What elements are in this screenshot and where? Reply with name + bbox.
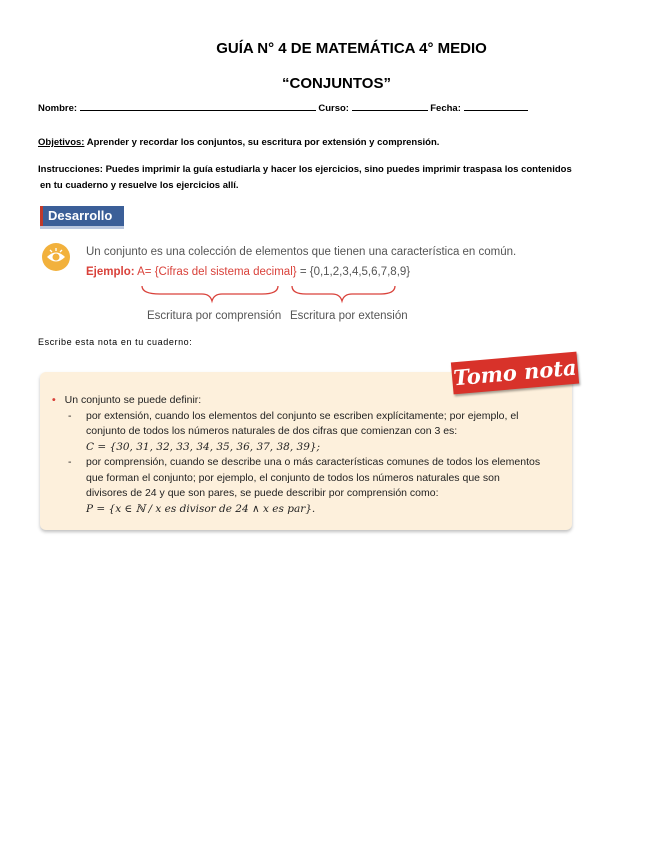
extension-label: Escritura por extensión [290, 310, 408, 322]
name-label: Nombre: [38, 103, 78, 114]
extension-brace [292, 286, 395, 301]
objectives [38, 137, 439, 148]
eye-icon [42, 243, 70, 271]
instructions-line-2: en tu cuaderno y resuelve los ejercicios allí. [40, 180, 239, 191]
list-item [68, 455, 562, 517]
item2-line1: por comprensión, cuando se describe una o más características comunes de todos los elementos [86, 456, 541, 468]
item1-set: C = {30, 31, 32, 33, 34, 35, 36, 37, 38, 39}; [86, 440, 321, 453]
name-field[interactable] [80, 101, 316, 111]
dash-marker: - [68, 409, 72, 422]
tomo-nota-content [52, 393, 562, 517]
example-rhs: {0,1,2,3,4,5,6,7,8,9} [309, 266, 411, 278]
item1-line2: conjunto de todos los números naturales de dos cifras que comienzan con 3 es: [86, 425, 458, 437]
bullet-main-text: Un conjunto se puede definir: [64, 394, 202, 406]
bullet-main [52, 393, 562, 409]
example-lhs: A= {Cifras del sistema decimal} [137, 266, 297, 278]
comprehension-label: Escritura por comprensión [147, 310, 282, 322]
item2-set: P = {x ∈ ℕ / x es divisor de 24 ∧ x es par}. [86, 502, 316, 515]
item1-line1: por extensión, cuando los elementos del conjunto se escriben explícitamente; por ejemplo, el [86, 409, 519, 422]
item2-line3: divisores de 24 y que son pares, se puede describir por comprensión como: [86, 487, 439, 499]
note-instruction: Escribe esta nota en tu cuaderno: [38, 337, 193, 347]
objectives-label: Objetivos: [38, 137, 85, 148]
desarrollo-badge: Desarrollo [40, 206, 124, 226]
instructions [38, 162, 628, 194]
course-field[interactable] [352, 101, 428, 111]
comprehension-brace [142, 286, 278, 301]
date-label: Fecha: [430, 103, 461, 114]
bullet-dot: • [52, 394, 56, 406]
page-title: GUÍA N° 4 DE MATEMÁTICA 4° MEDIO [216, 40, 487, 57]
student-fields [38, 101, 528, 114]
date-field[interactable] [464, 101, 528, 111]
example-equals: = [299, 266, 307, 278]
set-definition: Un conjunto es una colección de elementos que tienen una característica en común. [86, 246, 517, 258]
objectives-text: Aprender y recordar los conjuntos, su escritura por extensión y comprensión. [86, 137, 440, 148]
tomo-nota-tag: Tomo nota [451, 352, 579, 395]
page-subtitle: “CONJUNTOS” [282, 75, 391, 92]
dash-marker: - [68, 456, 72, 468]
list-item [68, 409, 562, 456]
example-line [86, 266, 410, 278]
example-label: Ejemplo: [86, 266, 135, 278]
braces [140, 284, 405, 304]
instructions-line-1: Instrucciones: Puedes imprimir la guía estudiarla y hacer los ejercicios, sino puedes imprimir traspasa los contenidos [38, 164, 572, 175]
course-label: Curso: [318, 103, 349, 114]
item2-line2: que forman el conjunto; por ejemplo, el conjunto de todos los números naturales que son [86, 471, 500, 484]
